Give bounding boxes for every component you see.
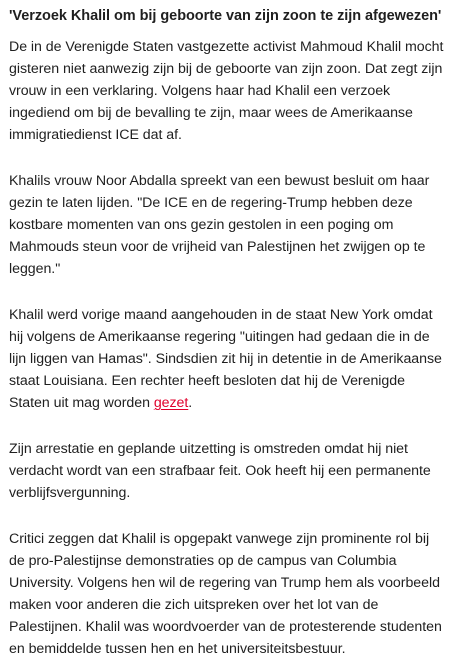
paragraph-3-text-after: . bbox=[188, 395, 193, 411]
article-paragraph-2: Khalils vrouw Noor Abdalla spreekt van een bewust besluit om haar gezin te laten lijden. "De ICE en de regering-Trump hebben deze kostbare momenten van ons gezin gestolen in een poging om Mahmouds steun voor de vrijheid van Palestijnen het zwijgen op te leggen." bbox=[9, 173, 430, 277]
article-paragraph-1: De in de Verenigde Staten vastgezette activist Mahmoud Khalil mocht gisteren niet aanwezig zijn bij de geboorte van zijn zoon. Dat zegt zijn vrouw in een verklaring. Volgens haar had Khalil een verzoek ingediend om bij de bevalling te zijn, maar wees de Amerikaanse immigratiedienst ICE dat af. bbox=[9, 39, 444, 143]
article bbox=[9, 6, 447, 660]
article-paragraph-3 bbox=[9, 304, 447, 414]
article-paragraph-4: Zijn arrestatie en geplande uitzetting is omstreden omdat hij niet verdacht wordt van een strafbaar feit. Ook heeft hij een permanente verblijfsvergunning. bbox=[9, 441, 431, 501]
article-headline: 'Verzoek Khalil om bij geboorte van zijn zoon te zijn afgewezen' bbox=[9, 8, 442, 24]
gezet-link[interactable]: gezet bbox=[153, 395, 189, 411]
paragraph-3-text-before: Khalil werd vorige maand aangehouden in de staat New York omdat hij volgens de Amerikaanse regering "uitingen had gedaan die in de lijn liggen van Hamas". Sindsdien zit hij in detentie in de Amerikaanse staat Louisiana. Een rechter heeft besloten dat hij de Verenigde Staten uit mag worden bbox=[9, 307, 442, 411]
article-paragraph-5: Critici zeggen dat Khalil is opgepakt vanwege zijn prominente rol bij de pro-Palestijnse demonstraties op de campus van Columbia University. Volgens hen wil de regering van Trump hem als voorbeeld maken voor anderen die zich uitspreken over het lot van de Palestijnen. Khalil was woordvoerder van de protesterende studenten en bemiddelde tussen hen en het universiteitsbestuur. bbox=[9, 531, 442, 657]
